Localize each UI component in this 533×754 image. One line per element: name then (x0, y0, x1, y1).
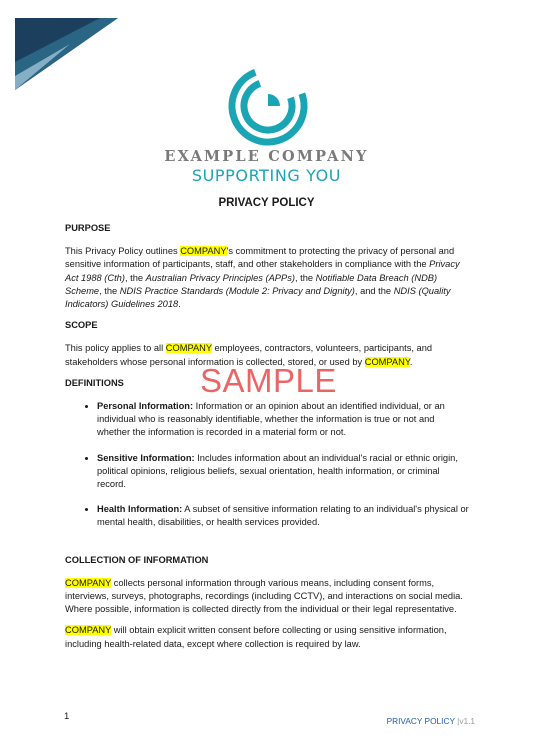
list-item: • Sensitive Information: Includes information about an individual's racial or ethnic origin, political opinions, religious beliefs, sexual orientation, health information, or criminal record. (97, 452, 470, 492)
list-item: • Personal Information: Information or an opinion about an identified individual, or an individual who is reasonably identifiable, whether the information is true or not and whether the information is recorded in a material form or not. (97, 400, 470, 440)
footer-doc-name: PRIVACY POLICY (386, 716, 455, 726)
page-number: 1 (64, 711, 70, 722)
sample-watermark: SAMPLE (200, 362, 337, 399)
document-body (65, 222, 470, 651)
company-logo-icon (228, 66, 308, 146)
company-tagline: SUPPORTING YOU (191, 166, 342, 185)
definitions-list (65, 400, 470, 530)
document-title: PRIVACY POLICY (218, 197, 315, 209)
footer-label (387, 716, 475, 726)
list-item: • Health Information: A subset of sensitive information relating to an individual's physical or mental health, disabilities, or health services provided. (97, 503, 470, 529)
purpose-heading: PURPOSE (65, 223, 111, 233)
collection-paragraph-2: COMPANY will obtain explicit written consent before collecting or using sensitive information, including health-related data, except where collection is required by law. (65, 625, 447, 649)
footer-version: v1.1 (459, 716, 475, 726)
collection-heading: COLLECTION OF INFORMATION (65, 554, 209, 565)
scope-heading: SCOPE (65, 320, 98, 331)
company-name: EXAMPLE COMPANY (164, 148, 369, 165)
scope-paragraph: This policy applies to all COMPANY employees, contractors, volunteers, participants, and stakeholders whose personal information is collected, stored, or used by COMPANY. (65, 343, 433, 367)
purpose-paragraph: This Privacy Policy outlines COMPANY's commitment to protecting the privacy of personal and sensitive information of participants, staff, and other stakeholders in compliance with the Privacy Act 1988 (Cth), the Australian Privacy Principles (APPs), the Notifiable Data Breach (NDB) Scheme, the NDIS Practice Standards (Module 2: Privacy and Dignity), and the NDIS (Quality Indicators) Guidelines 2018. (65, 246, 460, 310)
footer-separator: | (457, 716, 460, 726)
collection-paragraph-1: COMPANY collects personal information through various means, including consent forms, interviews, surveys, photographs, recordings (including CCTV), and interactions on social media. Where possible, information is collected directly from the individual or their legal representative. (65, 577, 463, 615)
definitions-heading: DEFINITIONS (65, 377, 124, 388)
corner-decoration (0, 0, 130, 95)
